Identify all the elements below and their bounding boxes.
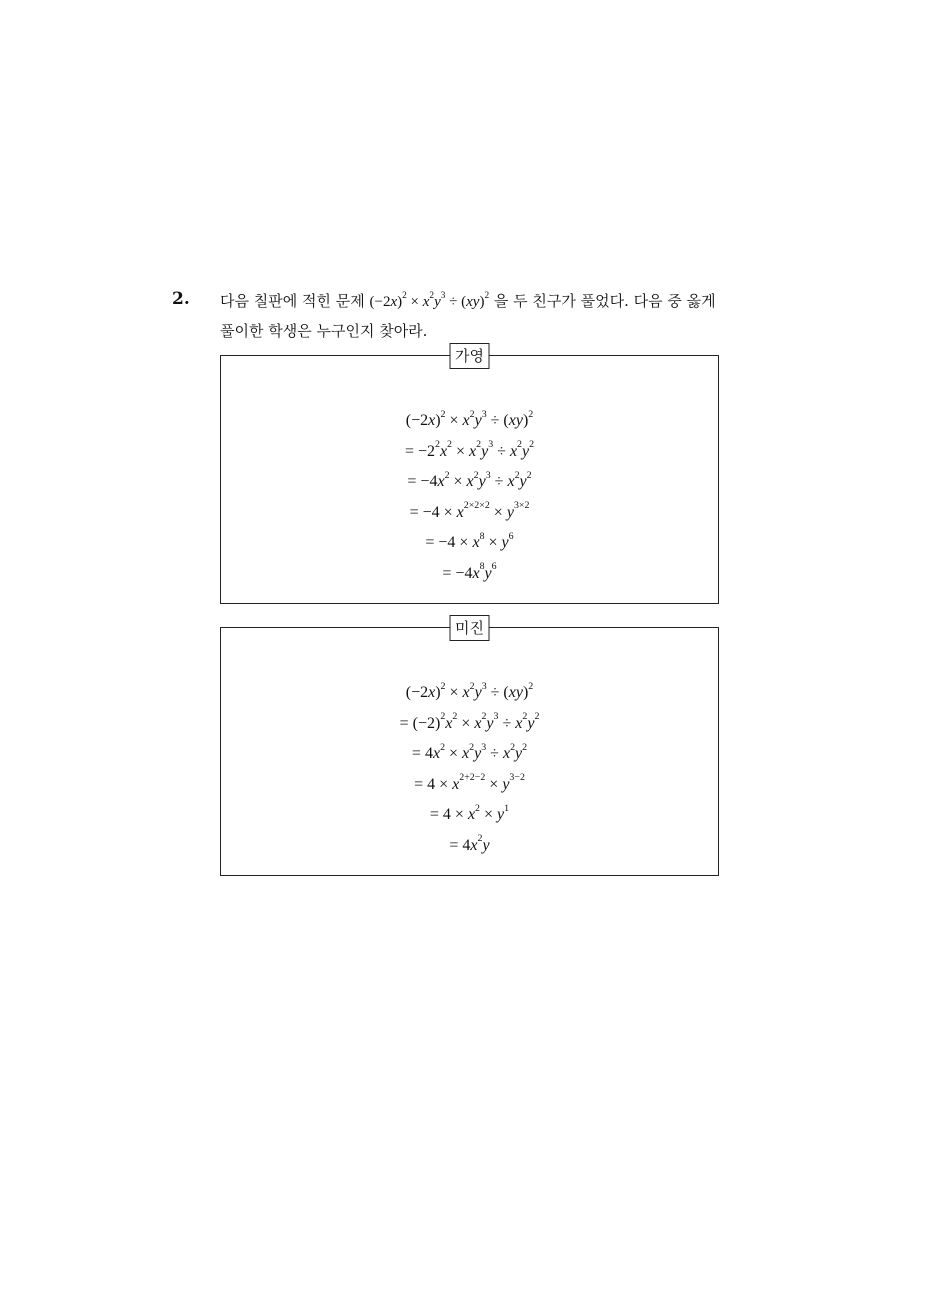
solution-step: = $-4x^8y^6$ [442, 561, 497, 582]
prompt-text-before: 다음 칠판에 적힌 문제 [220, 292, 370, 310]
solution-steps-mijin [221, 678, 718, 861]
solution-step: = $-2^2x^2 \times x^2y^3 \div x^2y^2$ [404, 439, 535, 460]
solution-step: = $(-2)^2x^2 \times x^2y^3 \div x^2y^2$ [399, 711, 540, 732]
solution-step: = $4x^2 \times x^2y^3 \div x^2y^2$ [411, 741, 528, 762]
problem-expression: $(-2x)^2 \times x^2y^3 \div (xy)^2$ [369, 291, 490, 310]
solution-step: = $4x^2y$ [449, 833, 490, 854]
solution-box-mijin [220, 619, 719, 876]
solution-label-mijin: 미진 [449, 615, 490, 641]
solution-box-gayoung [220, 347, 719, 604]
solution-step: = $4 \times x^2 \times y^1$ [429, 802, 510, 823]
solution-steps-gayoung [221, 406, 718, 589]
solution-step: $(-2x)^2 \times x^2y^3 \div (xy)^2$ [405, 680, 534, 701]
prompt-line-1 [220, 287, 760, 317]
question-prompt [220, 287, 760, 346]
solution-step: = $-4 \times x^8 \times y^6$ [425, 530, 514, 551]
solution-step: = $4 \times x^{2+2-2} \times y^{3-2}$ [414, 772, 525, 793]
solution-label-gayoung: 가영 [449, 343, 490, 369]
solution-step: = $-4 \times x^{2\times 2\times 2} \times y^{3\times 2}$ [409, 500, 530, 521]
prompt-text-after: 을 두 친구가 풀었다. 다음 중 옳게 [489, 292, 716, 310]
solution-step: = $-4x^2 \times x^2y^3 \div x^2y^2$ [407, 469, 532, 490]
question-number: 2. [172, 289, 190, 309]
solution-step: $(-2x)^2 \times x^2y^3 \div (xy)^2$ [405, 408, 534, 429]
prompt-line-2: 풀이한 학생은 누구인지 찾아라. [220, 322, 428, 340]
